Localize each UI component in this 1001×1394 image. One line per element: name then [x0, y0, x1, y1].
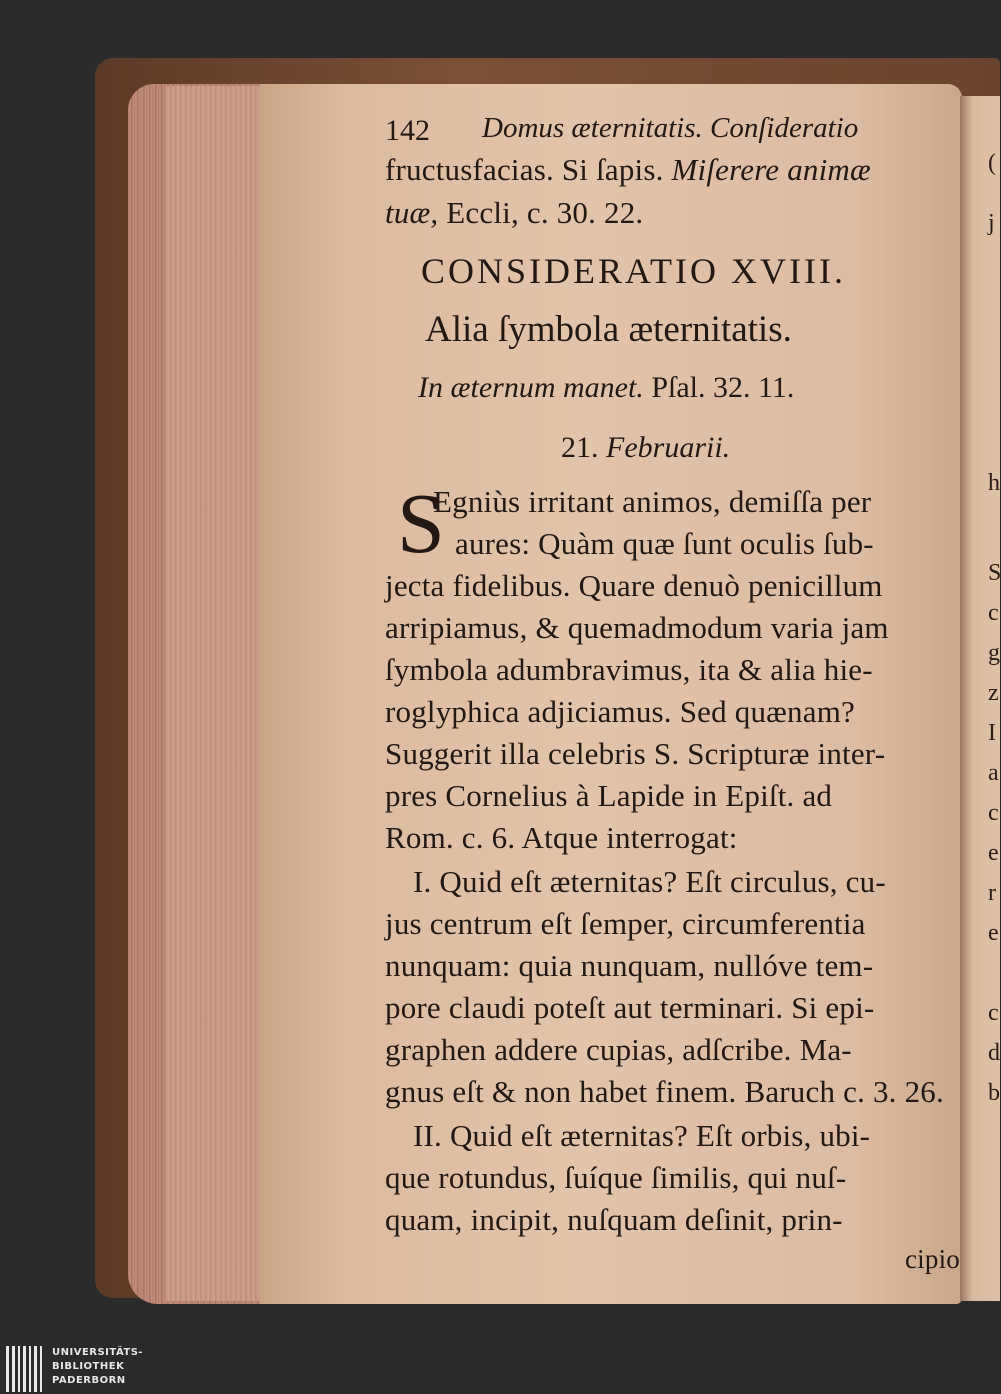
body-line: cipio [905, 1244, 960, 1274]
body-line: Egniùs irritant animos, demiſſa per [433, 484, 872, 519]
facing-page-char: z [988, 680, 999, 706]
page-stack-inner [166, 86, 266, 1301]
facing-page-char: h [988, 470, 1000, 496]
facing-page-char: d [988, 1040, 1000, 1066]
facing-page-char: c [988, 600, 999, 626]
facing-page-char: c [988, 1000, 999, 1026]
drop-cap: S [397, 475, 445, 571]
body-line: gnus eſt & non habet finem. Baruch c. 3. 26. [385, 1074, 944, 1109]
facing-page-char: e [988, 840, 999, 866]
body-line: II. Quid eſt æternitas? Eſt orbis, ubi- [413, 1118, 871, 1153]
body-line: nunquam: quia nunquam, nullóve tem- [385, 948, 874, 983]
body-line: arripiamus, & quemadmodum varia jam [385, 610, 889, 645]
library-name-line1: UNIVERSITÄTS- [52, 1347, 144, 1358]
page-number: 142 [385, 114, 430, 147]
facing-page-char: r [988, 880, 996, 906]
body-line: ſymbola adumbravimus, ita & alia hie- [385, 652, 873, 687]
facing-page-char: b [988, 1080, 1000, 1106]
body-line: que rotundus, ſuíque ſimilis, qui nuſ- [385, 1160, 847, 1195]
facing-page-char: g [988, 640, 1000, 666]
facing-page-char: j [988, 210, 995, 236]
library-footer [0, 1344, 1000, 1394]
text-line: fructusfacias. Si ſapis. Miſerere animæ [385, 152, 871, 187]
body-line: roglyphica adjiciamus. Sed quænam? [385, 694, 855, 729]
body-line: pres Cornelius à Lapide in Epiſt. ad [385, 778, 833, 813]
library-name-line3: PADERBORN [52, 1375, 126, 1386]
body-line: jecta fidelibus. Quare denuò penicillum [385, 568, 883, 603]
text-line: tuæ, Eccli, c. 30. 22. [385, 195, 644, 230]
chapter-subheading: Alia ſymbola æternitatis. [425, 309, 792, 350]
body-line: jus centrum eſt ſemper, circumferentia [385, 906, 866, 941]
library-logo-icon [6, 1346, 46, 1392]
facing-page-char: I [988, 720, 996, 746]
running-head: Domus æternitatis. Conſideratio [482, 112, 859, 144]
facing-page-char: S [988, 560, 1001, 586]
body-line: quam, incipit, nuſquam deſinit, prin- [385, 1202, 843, 1237]
facing-page-char: e [988, 920, 999, 946]
body-line: pore claudi poteſt aut terminari. Si epi- [385, 990, 875, 1025]
facing-page-char: a [988, 760, 999, 786]
body-line: Suggerit illa celebris S. Scripturæ inter- [385, 736, 886, 771]
facing-page-char: ( [988, 150, 996, 176]
body-line: Rom. c. 6. Atque interrogat: [385, 820, 738, 855]
scripture-reference: In æternum manet. Pſal. 32. 11. [418, 371, 795, 404]
body-line: aures: Quàm quæ ſunt oculis ſub- [455, 526, 874, 561]
facing-page-char: c [988, 800, 999, 826]
body-line: I. Quid eſt æternitas? Eſt circulus, cu- [413, 864, 886, 899]
body-line: graphen addere cupias, adſcribe. Ma- [385, 1032, 852, 1067]
date-line: 21. Februarii. [561, 431, 731, 464]
chapter-heading: CONSIDERATIO XVIII. [421, 251, 846, 291]
library-name-line2: BIBLIOTHEK [52, 1361, 125, 1372]
